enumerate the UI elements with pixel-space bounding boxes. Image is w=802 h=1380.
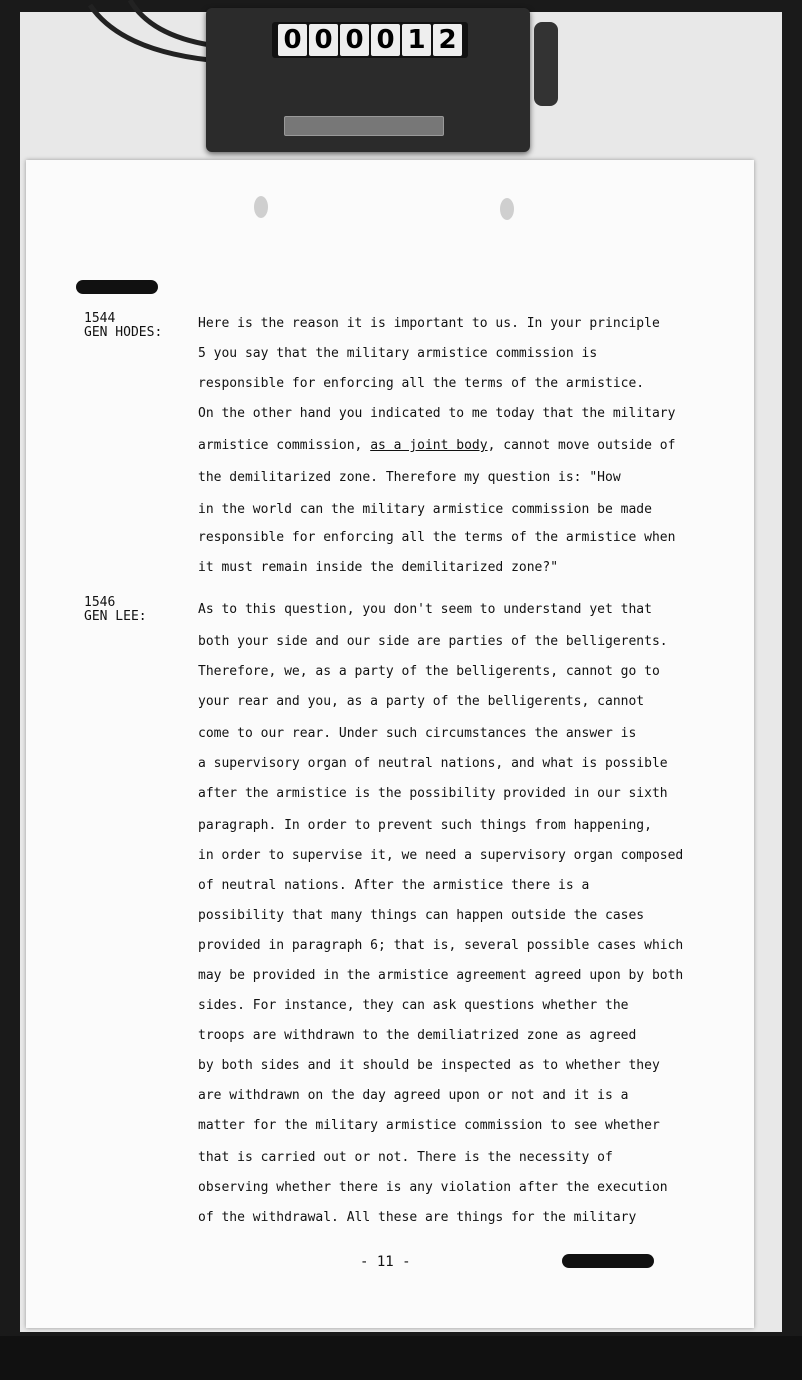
text-segment: , cannot move outside of [487, 438, 676, 453]
text-line: by both sides and it should be inspected as to whether they [198, 1058, 660, 1073]
speaker-name: GEN LEE: [84, 609, 147, 624]
text-line: troops are withdrawn to the demiliatrized zone as agreed [198, 1028, 637, 1043]
text-line: it must remain inside the demilitarized zone?" [198, 560, 559, 575]
text-line: may be provided in the armistice agreement agreed upon by both [198, 968, 684, 983]
text-line: Therefore, we, as a party of the belligerents, cannot go to [198, 664, 660, 679]
text-line: come to our rear. Under such circumstances the answer is [198, 726, 637, 741]
punch-hole [254, 196, 268, 218]
text-line: matter for the military armistice commission to see whether [198, 1118, 660, 1133]
text-line: that is carried out or not. There is the necessity of [198, 1150, 613, 1165]
text-line: As to this question, you don't seem to understand yet that [198, 602, 652, 617]
text-line: paragraph. In order to prevent such things from happening, [198, 818, 652, 833]
text-line: responsible for enforcing all the terms of the armistice when [198, 530, 676, 545]
counter-digit: 0 [340, 24, 369, 56]
text-line: provided in paragraph 6; that is, several possible cases which [198, 938, 684, 953]
paragraph-number: 1546 [84, 595, 116, 610]
counter-knob [534, 22, 558, 106]
punch-hole [500, 198, 514, 220]
film-edge [0, 1336, 802, 1380]
text-line: are withdrawn on the day agreed upon or not and it is a [198, 1088, 629, 1103]
text-line: observing whether there is any violation after the execution [198, 1180, 668, 1195]
redaction-mark [76, 280, 158, 294]
text-line: On the other hand you indicated to me today that the military [198, 406, 676, 421]
counter-digit: 0 [309, 24, 338, 56]
text-line: Here is the reason it is important to us. In your principle [198, 316, 660, 331]
text-line: both your side and our side are parties of the belligerents. [198, 634, 668, 649]
counter-digit: 1 [402, 24, 431, 56]
text-line: sides. For instance, they can ask questions whether the [198, 998, 629, 1013]
speaker-block-hodes [84, 312, 162, 340]
text-line: possibility that many things can happen outside the cases [198, 908, 645, 923]
counter-plate [284, 116, 444, 136]
text-line: of the withdrawal. All these are things for the military [198, 1210, 637, 1225]
redaction-mark [562, 1254, 654, 1268]
text-line: after the armistice is the possibility provided in our sixth [198, 786, 668, 801]
text-line: your rear and you, as a party of the belligerents, cannot [198, 694, 645, 709]
counter-digits [272, 22, 468, 58]
page-number: - 11 - [360, 1254, 411, 1270]
speaker-name: GEN HODES: [84, 325, 163, 340]
text-line: in order to supervise it, we need a supervisory organ composed [198, 848, 684, 863]
frame-counter [206, 8, 530, 152]
counter-digit: 0 [278, 24, 307, 56]
document-page [26, 160, 754, 1328]
text-line: responsible for enforcing all the terms of the armistice. [198, 376, 645, 391]
speaker-block-lee [84, 596, 147, 624]
paragraph-number: 1544 [84, 311, 116, 326]
text-line: a supervisory organ of neutral nations, and what is possible [198, 756, 668, 771]
text-line: the demilitarized zone. Therefore my question is: "How [198, 470, 621, 485]
text-line: 5 you say that the military armistice commission is [198, 346, 598, 361]
counter-digit: 0 [371, 24, 400, 56]
underlined-phrase: as a joint body [370, 438, 488, 453]
text-line [198, 438, 675, 453]
text-line: in the world can the military armistice commission be made [198, 502, 652, 517]
counter-cable [80, 0, 220, 70]
counter-digit: 2 [433, 24, 462, 56]
text-segment: armistice commission, [198, 438, 371, 453]
text-line: of neutral nations. After the armistice there is a [198, 878, 590, 893]
